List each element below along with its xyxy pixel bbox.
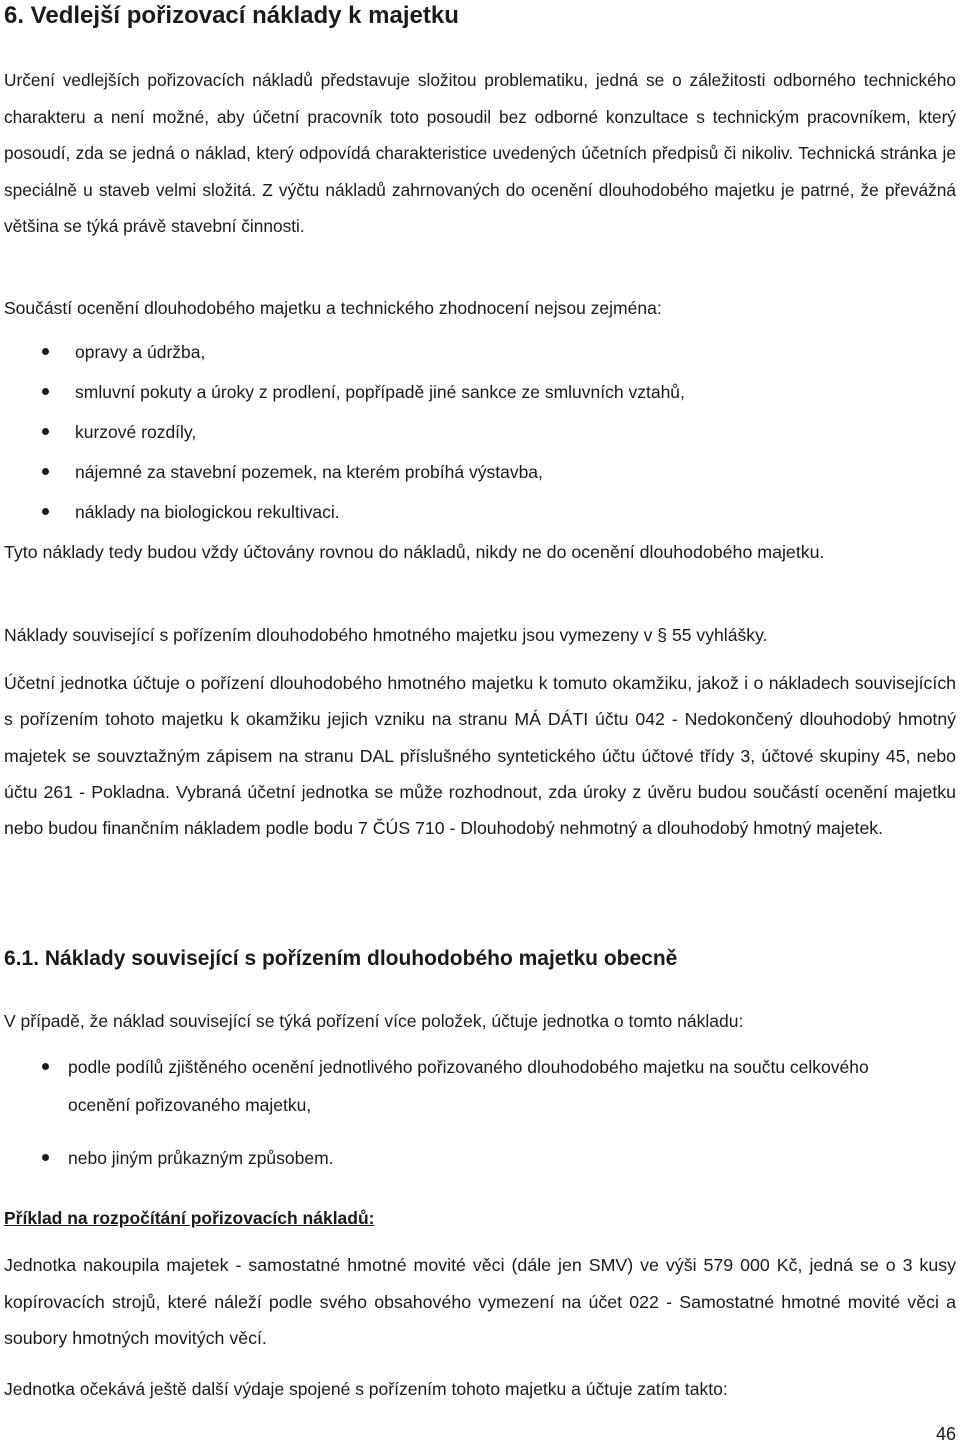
allocation-list — [0, 1048, 880, 1177]
bullet-icon — [42, 468, 49, 475]
expenses-paragraph: Jednotka očekává ještě další výdaje spojené s pořízením tohoto majetku a účtuje zatím takto: — [4, 1379, 728, 1399]
bullet-icon — [42, 1063, 49, 1070]
bullet-icon — [42, 388, 49, 395]
subsection-heading: 6.1. Náklady související s pořízením dlouhodobého majetku obecně — [4, 947, 678, 970]
bullet-icon — [42, 428, 49, 435]
regulation-paragraph: Náklady související s pořízením dlouhodobého hmotného majetku jsou vymezeny v § 55 vyhlášky. — [4, 625, 768, 645]
section-heading: 6. Vedlejší pořizovací náklady k majetku — [4, 2, 459, 29]
list-item: podle podílů zjištěného ocenění jednotlivého pořizovaného dlouhodobého majetku na součtu celkového ocenění pořizovaného majetku, — [0, 1048, 880, 1124]
document-page: 6. Vedlejší pořizovací náklady k majetku Určení vedlejších pořizovacích nákladů představuje složitou problematiku, jedná se o záležitosti odborného technického charakteru a není možné, aby účetní pracovník toto posoudil bez odborné konzultace s technickým pracovníkem, který posoudí, zda se jedná o náklad, který odpovídá charakteristice uvedených účetních předpisů či nikoliv. Technická stránka je speciálně u staveb velmi složitá. Z výčtu nákladů zahrnovaných do ocenění dlouhodobého majetku je patrné, že převážná většina se týká právě stavební činnosti. Součástí ocenění dlouhodobého majetku a technického zhodnocení nejsou zejména: opravy a údržba, smluvní pokuty a úroky z prodlení, popřípadě jiné sankce ze smluvních vztahů, kurzové rozdíly, nájemné za stavební pozemek, na kterém probíhá výstavba, náklady na biologickou rekultivaci. Tyto náklady tedy budou vždy účtovány rovnou do nákladů, nikdy ne do ocenění dlouhodobého majetku. Náklady související s pořízením dlouhodobého hmotného majetku jsou vymezeny v § 55 vyhlášky. Účetní jednotka účtuje o pořízení dlouhodobého hmotného majetku k tomuto okamžiku, jakož i o nákladech souvisejících s pořízením tohoto majetku k okamžiku jejich vzniku na stranu MÁ DÁTI účtu 042 - Nedokončený dlouhodobý hmotný majetek se souvztažným zápisem na stranu DAL příslušného syntetického účtu účtové třídy 3, účtové skupiny 45, nebo účtu 261 - Pokladna. Vybraná účetní jednotka se může rozhodnout, zda úroky z úvěru budou součástí ocenění majetku nebo budou finančním nákladem podle bodu 7 ČÚS 710 - Dlouhodobý nehmotný a dlouhodobý hmotný majetek. 6.1. Náklady související s pořízením dlouhodobého majetku obecně V případě, že náklad související se týká pořízení více položek, účtuje jednotka o tomto nákladu: podle podílů zjištěného ocenění jednotlivého pořizovaného dlouhodobého majetku na součtu celkového ocenění pořizovaného majetku, nebo jiným průkazným způsobem. Příklad na rozpočítání pořizovacích nákladů: Jednotka nakoupila majetek - samostatné hmotné movité věci (dále jen SMV) ve výši 579 000 Kč, jedná se o 3 kusy kopírovacích strojů, které náleží podle svého obsahového vymezení na účet 022 - Samostatné hmotné movité věci a soubory hmotných movitých věcí. Jednotka očekává ještě další výdaje spojené s pořízením tohoto majetku a účtuje zatím takto: 46 — [0, 0, 960, 1447]
bullet-icon — [42, 508, 49, 515]
page-number: 46 — [935, 1424, 956, 1444]
bullet-icon — [42, 1154, 49, 1161]
example-paragraph: Jednotka nakoupila majetek - samostatné hmotné movité věci (dále jen SMV) ve výši 579 000 Kč, jedná se o 3 kusy kopírovacích strojů, které náleží podle svého obsahového vymezení na účet 022 - Samostatné hmotné movité věci a soubory hmotných movitých věcí. — [4, 1255, 956, 1348]
exclusions-intro: Součástí ocenění dlouhodobého majetku a technického zhodnocení nejsou zejména: — [4, 298, 662, 318]
list-item: nebo jiným průkazným způsobem. — [0, 1139, 880, 1177]
allocation-intro: V případě, že náklad související se týká pořízení více položek, účtuje jednotka o tomto nákladu: — [4, 1011, 744, 1031]
costs-paragraph: Tyto náklady tedy budou vždy účtovány rovnou do nákladů, nikdy ne do ocenění dlouhodobého majetku. — [4, 542, 825, 562]
bullet-icon — [42, 348, 49, 355]
example-title: Příklad na rozpočítání pořizovacích nákladů: — [4, 1208, 375, 1228]
accounting-paragraph: Účetní jednotka účtuje o pořízení dlouhodobého hmotného majetku k tomuto okamžiku, jakož i o nákladech souvisejících s pořízením tohoto majetku k okamžiku jejich vzniku na stranu MÁ DÁTI účtu 042 - Nedokončený dlouhodobý hmotný majetek se souvztažným zápisem na stranu DAL příslušného syntetického účtu účtové třídy 3, účtové skupiny 45, nebo účtu 261 - Pokladna. Vybraná účetní jednotka se může rozhodnout, zda úroky z úvěru budou součástí ocenění majetku nebo budou finančním nákladem podle bodu 7 ČÚS 710 - Dlouhodobý nehmotný a dlouhodobý hmotný majetek. — [4, 673, 956, 839]
intro-paragraph: Určení vedlejších pořizovacích nákladů představuje složitou problematiku, jedná se o záležitosti odborného technického charakteru a není možné, aby účetní pracovník toto posoudil bez odborné konzultace s technickým pracovníkem, který posoudí, zda se jedná o náklad, který odpovídá charakteristice uvedených účetních předpisů či nikoliv. Technická stránka je speciálně u staveb velmi složitá. Z výčtu nákladů zahrnovaných do ocenění dlouhodobého majetku je patrné, že převážná většina se týká právě stavební činnosti. — [4, 70, 956, 236]
